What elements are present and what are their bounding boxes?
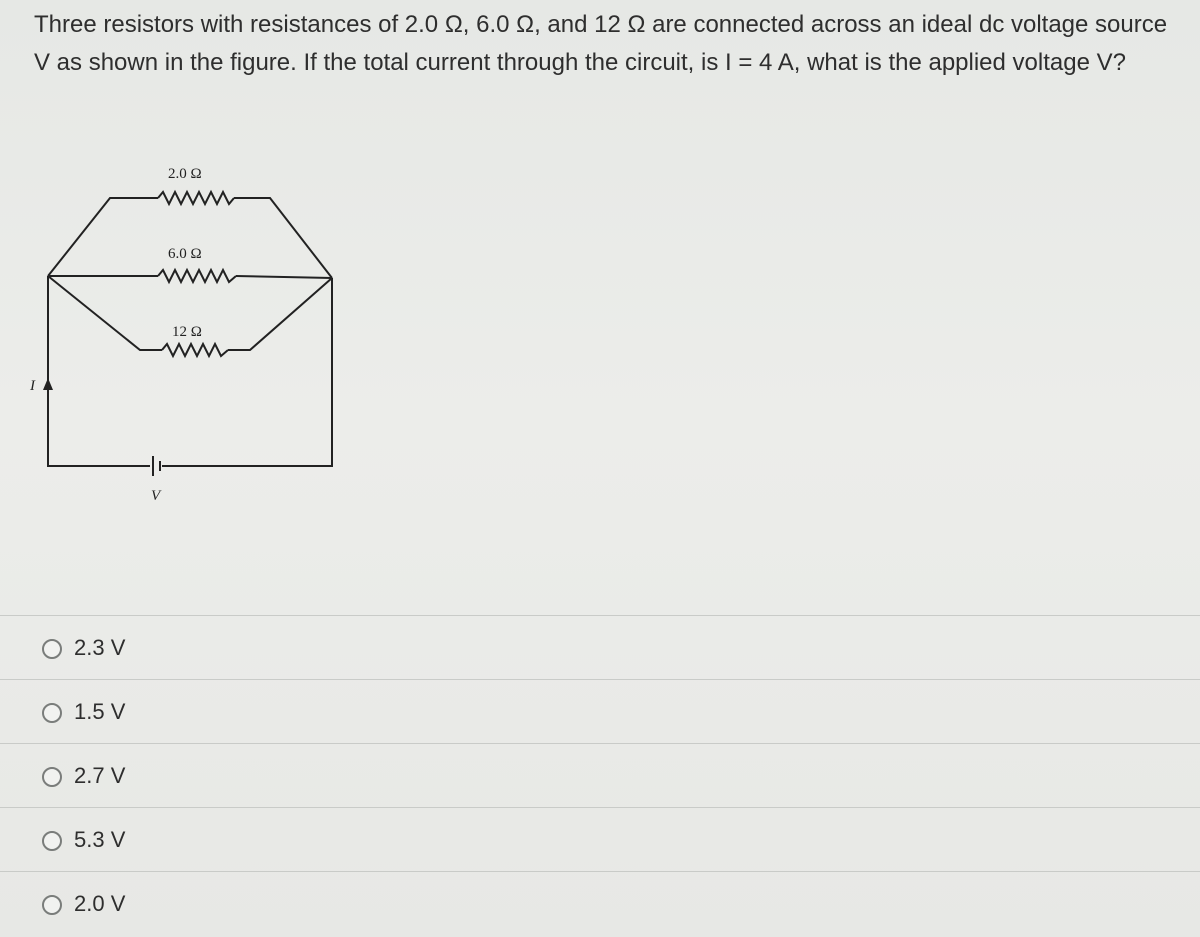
source-label: V: [151, 488, 161, 504]
choice-label[interactable]: 5.3 V: [74, 827, 126, 852]
middle-branch-wire-right: [236, 276, 332, 278]
resistor-6ohm-label: 6.0 Ω: [168, 246, 202, 262]
current-label: I: [30, 378, 35, 394]
choice-option-4[interactable]: [0, 807, 1200, 872]
radio-button[interactable]: [42, 831, 62, 851]
resistor-12ohm-symbol: [162, 344, 228, 356]
question-text: Three resistors with resistances of 2.0 Ω, 6.0 Ω, and 12 Ω are connected across an ideal dc voltage source V as shown in the figure. If the total current through the circuit, is I = 4 A, what is the applied voltage V?: [34, 11, 1168, 76]
bottom-branch-wire-right: [228, 278, 332, 350]
radio-button[interactable]: [42, 639, 62, 659]
choice-label[interactable]: 2.7 V: [74, 763, 126, 788]
resistor-2ohm-label: 2.0 Ω: [168, 166, 202, 182]
right-wire: [162, 278, 332, 466]
radio-button[interactable]: [42, 895, 62, 915]
choice-option-3[interactable]: [0, 743, 1200, 808]
choice-label[interactable]: 1.5 V: [74, 699, 126, 724]
choice-option-2[interactable]: [0, 679, 1200, 744]
resistor-2ohm-symbol: [158, 192, 234, 204]
top-branch-wire-right: [234, 198, 332, 278]
resistor-12ohm-label: 12 Ω: [172, 324, 202, 340]
circuit-diagram: [20, 150, 350, 510]
choice-option-1[interactable]: [0, 615, 1200, 680]
choice-label[interactable]: 2.3 V: [74, 635, 126, 660]
choice-label[interactable]: 2.0 V: [74, 891, 126, 916]
radio-button[interactable]: [42, 703, 62, 723]
radio-button[interactable]: [42, 767, 62, 787]
bottom-branch-wire: [48, 276, 162, 350]
top-branch-wire: [48, 198, 158, 276]
left-wire: [48, 276, 150, 466]
choice-option-5[interactable]: [0, 871, 1200, 936]
current-arrow-head: [43, 378, 53, 390]
resistor-6ohm-symbol: [158, 270, 236, 282]
